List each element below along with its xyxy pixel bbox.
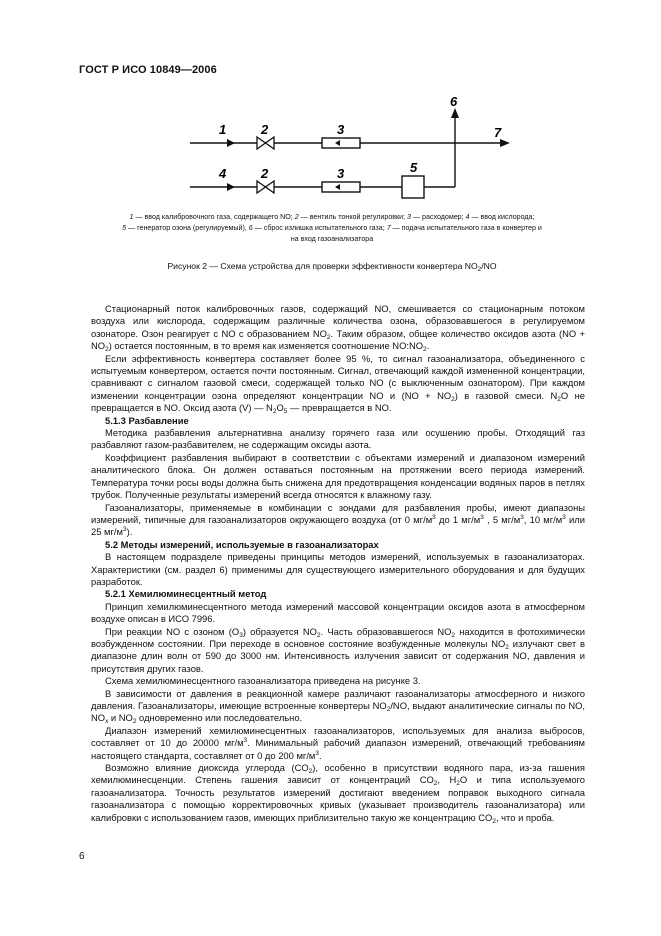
section-heading: 5.1.3 Разбавление <box>105 414 189 426</box>
label-6: 6 <box>450 94 458 109</box>
exhaust-arrow <box>451 108 459 118</box>
section-heading: 5.2.1 Хемилюминесцентный метод <box>105 588 267 600</box>
flowmeter-bottom <box>322 182 360 192</box>
paragraph: При реакции NO с озоном $(O_3)$ образуется $NO_2$. Часть образовавшегося $NO_2$ находится в фотохимически возбужденном состоянии. При переходе в основное состояние возбужденные молекулы $NO_2$ излучают свет в диапазоне длин волн от 590 до 3000 нм. Интенсивность излучения зависит от содержания NO, давления и присутствия других газов. <box>91 625 585 674</box>
label-1: 1 <box>219 122 227 137</box>
flowmeter-top <box>322 138 360 148</box>
label-3-top: 3 <box>337 122 345 137</box>
body-text <box>91 303 585 824</box>
label-5: 5 <box>410 160 418 175</box>
figure-legend: 1 — ввод калибровочного газа, содержащего NO; 2 — вентиль тонкой регулировки; 3 — расходомер; 4 — ввод кислорода; 5 — генератор озона (регулируемый), 6 — сброс излишка испытательного газа; 7 — подача испытательного газа в конвертер и на вход газоанализатора <box>122 213 542 243</box>
page-number: 6 <box>79 851 85 862</box>
figure-caption: Рисунок 2 — Схема устройства для проверки эффективности конвертера $NO_2/NO$ <box>167 261 497 273</box>
valve-top <box>257 137 274 149</box>
paragraph: Схема хемилюминесцентного газоанализатора приведена на рисунке 3. <box>105 675 421 687</box>
valve-bottom <box>257 181 274 193</box>
input-arrow-no <box>227 139 235 147</box>
paragraph: Если эффективность конвертера составляет более 95 %, то сигнал газоанализатора, объединенного с испытуемым конвертером, остается почти постоянным. Сигнал, отвечающий каждой измененной концентрации, сравнивают с сигналом газовой смеси, содержащей только NO (с выключенным озонатором). При каждом изменении концентрации озона определяют концентрации NO и $(NO + NO_2)$ в газовой смеси. $N_2O$ не превращается в NO. Оксид азота (V) — $N_2O_5$ — превращается в NO. <box>91 352 585 416</box>
paragraph: Стационарный поток калибровочных газов, содержащий NO, смешивается со стационарным потоком воздуха или кислорода, содержащим различные количества озона, образовавшегося в регулируемом озонаторе. Озон реагирует с NO с образованием $NO_2$. Таким образом, общее количество оксидов азота $(NO + NO_2)$ остается постоянным, в то время как изменяется соотношение $NO:NO_2$. <box>91 303 586 354</box>
paragraph: Газоанализаторы, применяемые в комбинации с зондами для разбавления пробы, имеют диапазоны измерений, типичные для газоанализаторов окружающего воздуха (от 0 $мг/м^3$ до 1 $мг/м^3$ , 5 $мг/м^3$, 10 $мг/м^3$ или 25 $мг/м^3$). <box>91 501 585 538</box>
label-4: 4 <box>219 166 227 181</box>
paragraph: В настоящем подразделе приведены принципы методов измерений, используемых в газоанализаторах. Характеристики (см. раздел 6) применимы для существующего измерительного оборудования и для будущих разработок. <box>91 551 585 587</box>
paragraph: В зависимости от давления в реакционной камере различают газоанализаторы атмосферного и низкого давления. Газоанализаторы, имеющие встроенные конвертеры $NO_2/NO$, выдают аналитические сигналы по NO, $NO_x$ и $NO_2$ одновременно или последовательно. <box>91 687 585 726</box>
paragraph: Принцип хемилюминесцентного метода измерений массовой концентрации оксидов азота в атмосферном воздухе описан в ИСО 7996. <box>91 600 585 625</box>
paragraph: Коэффициент разбавления выбирают в соответствии с объектами измерений и диапазоном измерений аналитического блока. Он должен оставаться постоянным на протяжении всего периода измерений. Температура точки росы воды должна быть снижена для предотвращения конденсации водяных паров в петлях трубок. Полученные результаты измерений всегда относятся к влажному газу. <box>91 451 585 501</box>
label-7: 7 <box>494 125 502 140</box>
paragraph: Диапазон измерений хемилюминесцентных газоанализаторов, используемых для анализа выбросов, составляет от 10 до 20000 $мг/м^3$. Минимальный рабочий диапазон измерений, отвечающий требованиям настоящего стандарта, составляет от 0 до 200 $мг/м^3$. <box>91 724 585 761</box>
input-arrow-o2 <box>227 183 235 191</box>
ozone-generator <box>402 176 424 198</box>
paragraph: Возможно влияние диоксида углерода $(CO_2)$, особенно в присутствии водяного пара, из-за гашения хемилюминесценции. Степень гашения зависит от концентраций $CO_2$, $H_2O$ и типа используемого газоанализатора. Точность результатов измерений достигают введением поправок выходного сигнала газоанализатора с помощью корректировочных кривых (указывает производитель газоанализатора) или калибровки с использованием газов, имеющих приблизительно такую же концентрацию $CO_2$, что и проба. <box>91 762 585 825</box>
output-arrow <box>500 139 510 147</box>
page-header: ГОСТ Р ИСО 10849—2006 <box>79 64 217 76</box>
label-2-top: 2 <box>261 122 269 137</box>
paragraph: Методика разбавления альтернативна анализу горячего газа или осушению пробы. Отходящий газ разбавляют газом-разбавителем, не содержащим оксиды азота. <box>91 427 585 451</box>
section-heading: 5.2 Методы измерений, используемые в газоанализаторах <box>105 538 379 550</box>
label-2-bottom: 2 <box>261 166 269 181</box>
label-3-bottom: 3 <box>337 166 345 181</box>
